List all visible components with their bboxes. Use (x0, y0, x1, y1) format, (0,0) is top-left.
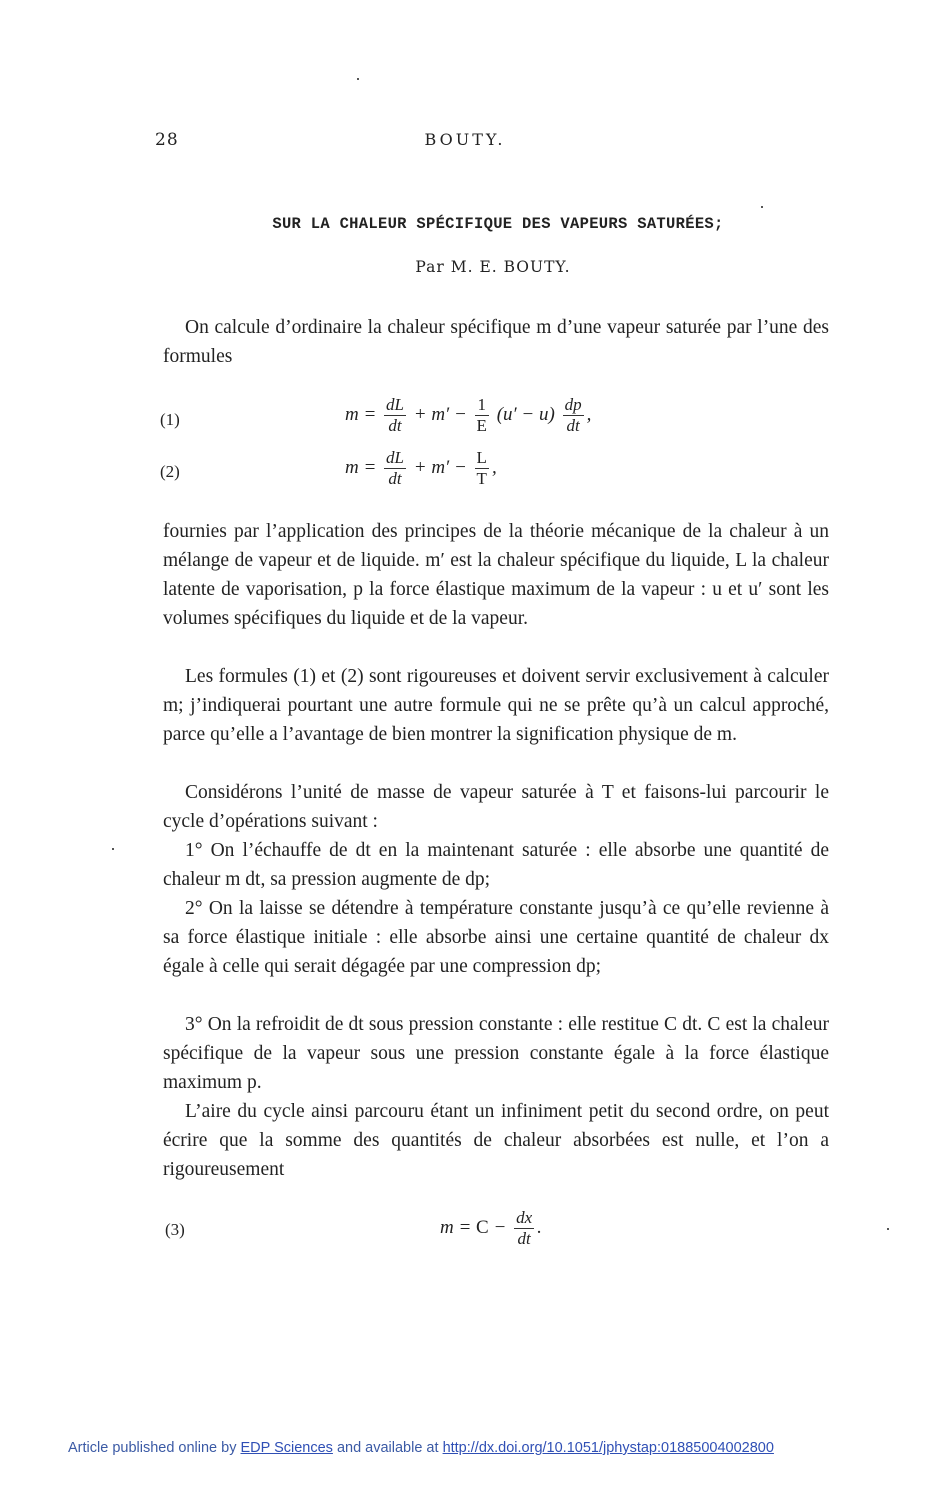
equation-3: m = C − $\frac{dx}{dt}$ . (440, 1208, 542, 1248)
equation-3-number: (3) (165, 1220, 185, 1239)
footer-text-1: Article published online by (68, 1440, 241, 1456)
paragraph-7: 3° On la refroidit de dt sous pression constante : elle restitue C dt. C est la chaleur spécifique de la vapeur sous une pression constante égale à la force élastique maximum p. (163, 1014, 829, 1093)
equation-2-number: (2) (160, 462, 180, 481)
scan-speck (112, 848, 114, 850)
paragraph-3: Les formules (1) et (2) sont rigoureuses et doivent servir exclusivement à calculer m; j’indiquerai pourtant une autre formule qui ne se prête qu’à un calcul approché, parce qu’elle a l’avantage de bien montrer la signification physique de m. (163, 666, 829, 745)
footer-text-2: and available at (332, 1440, 443, 1456)
scan-speck (357, 78, 359, 80)
footer-notice (68, 1440, 774, 1456)
paragraph-1: On calcule d’ordinaire la chaleur spécifique m d’une vapeur saturée par l’une des formules (163, 317, 829, 367)
doi-link[interactable]: http://dx.doi.org/10.1051/jphystap:01885004002800 (442, 1440, 774, 1456)
equation-2: m = $\frac{dL}{dt}$ + m′ − $\frac{L}{T}$ , (345, 448, 497, 488)
equation-1-number: (1) (160, 410, 180, 429)
paragraph-5: 1° On l’échauffe de dt en la maintenant saturée : elle absorbe une quantité de chaleur m dt, sa pression augmente de dp; (163, 840, 829, 890)
paragraph-8: L’aire du cycle ainsi parcouru étant un infiniment petit du second ordre, on peut écrire que la somme des quantités de chaleur absorbées est nulle, et l’on a rigoureusement (163, 1101, 829, 1180)
paragraph-6: 2° On la laisse se détendre à température constante jusqu’à ce qu’elle revienne à sa force élastique initiale : elle absorbe ainsi une certaine quantité de chaleur dx égale à celle qui serait dégagée par une compression dp; (163, 898, 829, 977)
article-byline: Par M. E. BOUTY. (415, 258, 571, 276)
scan-speck (887, 1228, 889, 1230)
article-title: SUR LA CHALEUR SPÉCIFIQUE DES VAPEURS SATURÉES; (272, 215, 724, 233)
edp-sciences-link[interactable]: EDP Sciences (240, 1440, 333, 1456)
paragraph-4: Considérons l’unité de masse de vapeur saturée à T et faisons-lui parcourir le cycle d’opérations suivant : (163, 782, 829, 832)
page-number: 28 (155, 130, 179, 150)
scan-speck (761, 206, 763, 208)
paragraph-2: fournies par l’application des principes de la théorie mécanique de la chaleur à un mélange de vapeur et de liquide. m′ est la chaleur spécifique du liquide, L la chaleur latente de vaporisation, p la force élastique maximum de la vapeur : u et u′ sont les volumes spécifiques du liquide et de la vapeur. (163, 521, 829, 629)
running-head: BOUTY. (424, 130, 506, 149)
equation-1: m = $\frac{dL}{dt}$ + m′ − $\frac{1}{E}$ (u′ − u) $\frac{dp}{dt}$ , (345, 395, 592, 435)
